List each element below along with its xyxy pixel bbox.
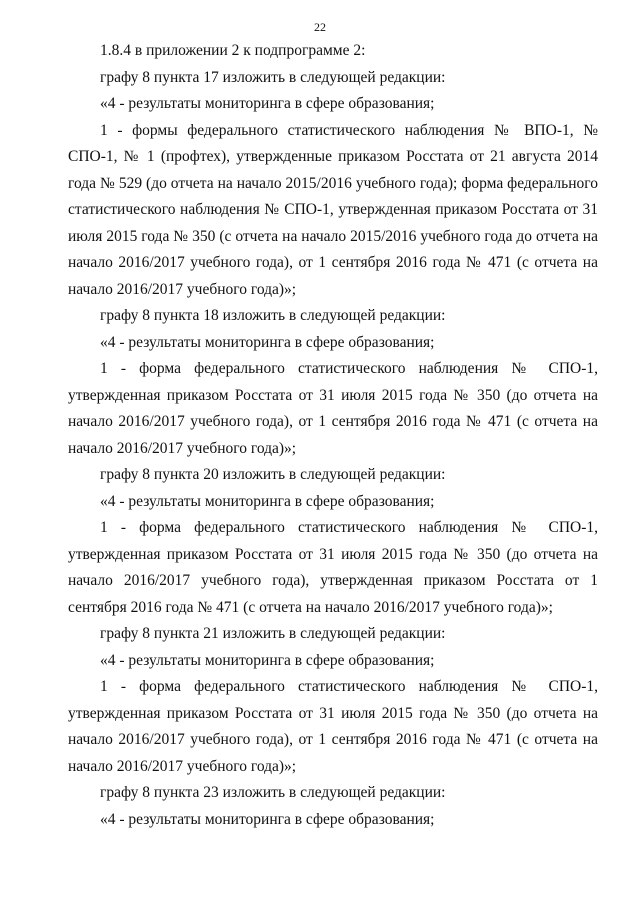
paragraph-10: 1 - форма федерального статистического наблюдения № СПО-1, утвержденная приказом Росстата от 31 июля 2015 года № 350 (до отчета на начало 2016/2017 учебного года), утвержденная приказом Росстата от 1 сентября 2016 года № 471 (с отчета на начало 2016/2017 учебного года)»; [68, 519, 598, 616]
paragraph-2: графу 8 пункта 17 изложить в следующей редакции: [100, 68, 446, 86]
paragraph-3: «4 - результаты мониторинга в сфере образования; [100, 95, 435, 112]
paragraph-5: графу 8 пункта 18 изложить в следующей редакции: [100, 307, 446, 324]
paragraph-15: «4 - результаты мониторинга в сфере образования; [100, 810, 435, 828]
paragraph-14: графу 8 пункта 23 изложить в следующей редакции: [100, 784, 446, 801]
paragraph-4: 1 - формы федерального статистического наблюдения № ВПО-1, № СПО-1, № 1 (профтех), утвержденные приказом Росстата от 21 августа 2014 года № 529 (до отчета на начало 2015/2016 учебного года); форма федерального статистического наблюдения № СПО-1, утвержденная приказом Росстата от 31 июля 2015 года № 350 (с отчета на начало 2015/2016 учебного года до отчета на начало 2016/2017 учебного года), от 1 сентября 2016 года № 471 (с отчета на начало 2016/2017 учебного года)»; [68, 121, 598, 298]
paragraph-8: графу 8 пункта 20 изложить в следующей редакции: [100, 466, 446, 483]
paragraph-11: графу 8 пункта 21 изложить в следующей редакции: [100, 625, 446, 642]
paragraph-13: 1 - форма федерального статистического наблюдения № СПО-1, утвержденная приказом Росстата от 31 июля 2015 года № 350 (до отчета на начало 2016/2017 учебного года), от 1 сентября 2016 года № 471 (с отчета на начало 2016/2017 учебного года)»; [68, 678, 598, 775]
paragraph-7: 1 - форма федерального статистического наблюдения № СПО-1, утвержденная приказом Росстата от 31 июля 2015 года № 350 (до отчета на начало 2016/2017 учебного года), от 1 сентября 2016 года № 471 (с отчета на начало 2016/2017 учебного года)»; [68, 360, 598, 457]
paragraph-6: «4 - результаты мониторинга в сфере образования; [100, 333, 435, 351]
paragraph-1: 1.8.4 в приложении 2 к подпрограмме 2: [100, 42, 366, 59]
paragraph-12: «4 - результаты мониторинга в сфере образования; [100, 651, 435, 669]
document-body [68, 38, 598, 833]
page-number: 22 [314, 20, 326, 34]
paragraph-9: «4 - результаты мониторинга в сфере образования; [100, 492, 435, 510]
